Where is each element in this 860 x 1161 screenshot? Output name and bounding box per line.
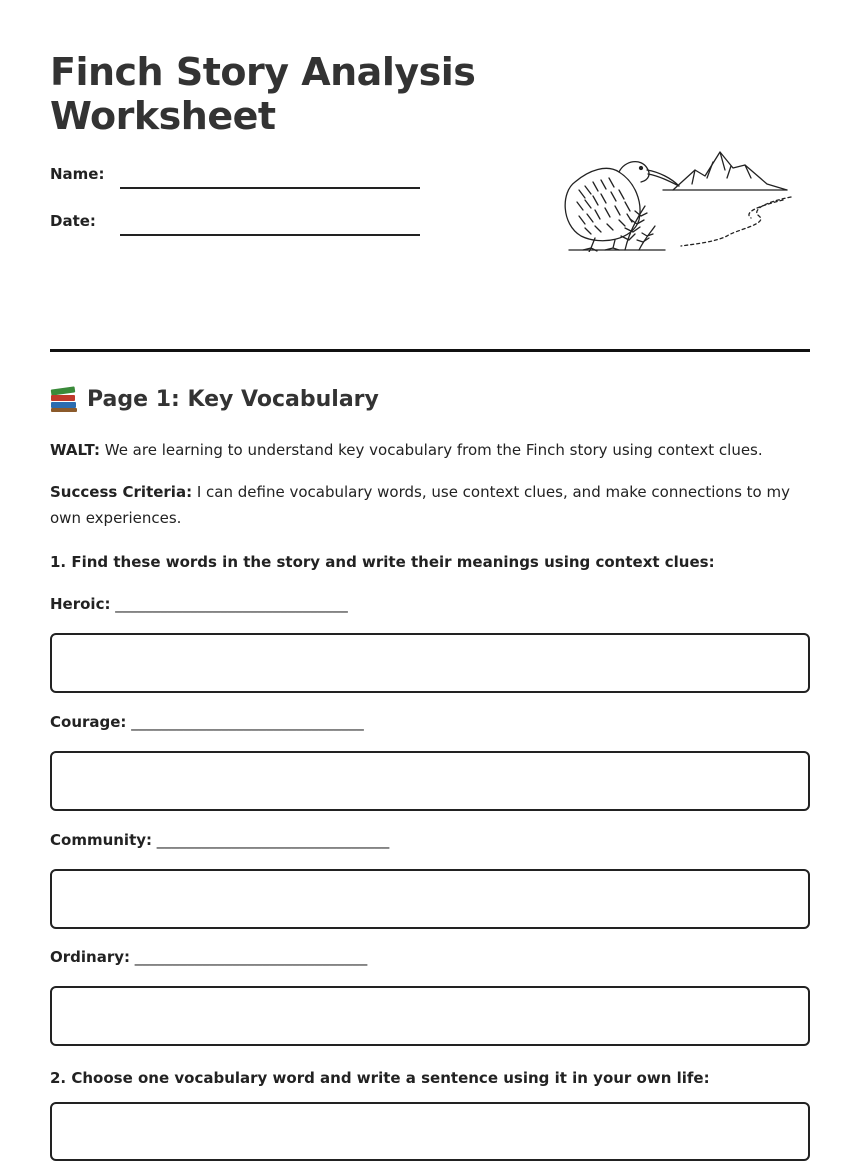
vocab-label: Courage: — [50, 713, 127, 731]
answer-box-sentence[interactable] — [50, 1102, 810, 1161]
vocab-blank: _______________________________ — [130, 948, 368, 966]
vocab-word-courage — [50, 713, 364, 731]
vocab-blank: _______________________________ — [110, 595, 348, 613]
vocab-label: Community: — [50, 831, 153, 849]
name-label: Name: — [50, 165, 105, 183]
success-criteria — [50, 479, 810, 531]
walt-text: We are learning to understand key vocabulary from the Finch story using context clues. — [99, 441, 763, 459]
vocab-label: Ordinary: — [50, 948, 131, 966]
section-heading — [50, 386, 379, 412]
vocab-word-ordinary — [50, 948, 367, 966]
date-input-line[interactable] — [120, 234, 420, 236]
vocab-blank: _______________________________ — [152, 831, 390, 849]
name-field — [50, 165, 104, 183]
question-1: 1. Find these words in the story and write their meanings using context clues: — [50, 553, 715, 571]
books-icon — [50, 386, 78, 412]
answer-box-ordinary[interactable] — [50, 986, 810, 1046]
success-criteria-label: Success Criteria: — [50, 483, 193, 501]
answer-box-community[interactable] — [50, 869, 810, 929]
question-2: 2. Choose one vocabulary word and write a sentence using it in your own life: — [50, 1069, 710, 1087]
date-field — [50, 212, 96, 230]
name-input-line[interactable] — [120, 187, 420, 189]
date-label: Date: — [50, 212, 96, 230]
walt-label: WALT: — [50, 441, 100, 459]
vocab-blank: _______________________________ — [126, 713, 364, 731]
answer-box-courage[interactable] — [50, 751, 810, 811]
section-heading-text: Page 1: Key Vocabulary — [87, 386, 379, 412]
answer-box-heroic[interactable] — [50, 633, 810, 693]
worksheet-title: Finch Story Analysis Worksheet — [50, 50, 476, 138]
vocab-word-community — [50, 831, 389, 849]
kiwi-bird-mountain-illustration — [555, 140, 795, 252]
vocab-word-heroic — [50, 595, 348, 613]
vocab-label: Heroic: — [50, 595, 111, 613]
success-criteria-text: I can define vocabulary words, use context clues, and make connections to my own experiences. — [50, 483, 790, 527]
walt-statement — [50, 437, 810, 463]
section-divider — [50, 349, 810, 352]
